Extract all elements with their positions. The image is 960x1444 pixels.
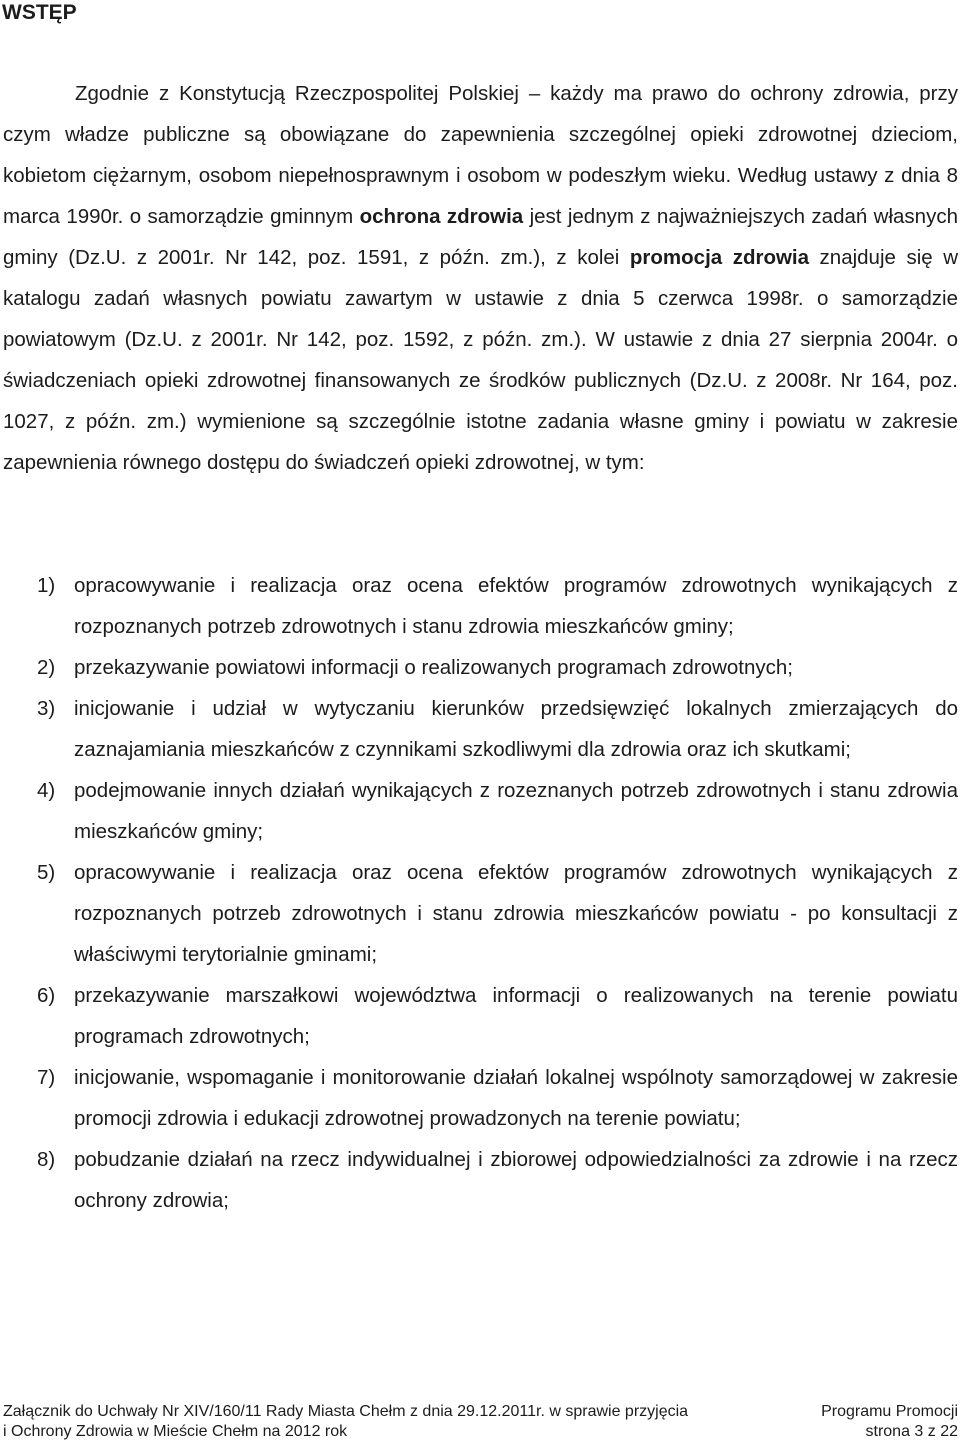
list-item	[0, 1139, 958, 1221]
page-number: strona 3 z 22	[865, 1423, 958, 1440]
list-item-text: opracowywanie i realizacja oraz ocena efektów programów zdrowotnych wynikających z rozpoznanych potrzeb zdrowotnych i stanu zdrowia mieszkańców powiatu - po konsultacji z właściwymi terytorialnie gminami;	[74, 861, 958, 966]
page-footer	[3, 1402, 958, 1442]
list-item-text: inicjowanie i udział w wytyczaniu kierunków przedsięwzięć lokalnych zmierzających do zaznajamiania mieszkańców z czynnikami szkodliwymi dla zdrowia oraz ich skutkami;	[74, 697, 958, 761]
list-item-number: 8)	[37, 1148, 56, 1171]
list-item-number: 7)	[37, 1066, 56, 1089]
section-heading: WSTĘP	[2, 1, 77, 24]
footer-program-title-start: Programu Promocji	[821, 1403, 958, 1420]
intro-bold-ochrona-zdrowia: ochrona zdrowia	[359, 205, 524, 228]
intro-paragraph	[3, 73, 958, 483]
list-item-number: 4)	[37, 779, 56, 802]
list-item-text: pobudzanie działań na rzecz indywidualnej i zbiorowej odpowiedzialności za zdrowie i na rzecz ochrony zdrowia;	[74, 1148, 958, 1212]
list-item	[0, 770, 958, 852]
list-item-number: 1)	[37, 574, 56, 597]
list-item-text: inicjowanie, wspomaganie i monitorowanie działań lokalnej wspólnoty samorządowej w zakresie promocji zdrowia i edukacji zdrowotnej prowadzonych na terenie powiatu;	[74, 1066, 958, 1130]
intro-bold-promocja-zdrowia: promocja zdrowia	[629, 246, 810, 269]
list-item-text: opracowywanie i realizacja oraz ocena efektów programów zdrowotnych wynikających z rozpoznanych potrzeb zdrowotnych i stanu zdrowia mieszkańców gminy;	[74, 574, 958, 638]
footer-line-2	[3, 1422, 958, 1442]
list-item	[0, 1057, 958, 1139]
list-item-number: 2)	[37, 656, 56, 679]
intro-text-part-2: jest jednym z najważniejszych zadań własnych gminy (Dz.U. z 2001r. Nr 142, poz. 1591, z późn. zm.), z kolei	[3, 205, 958, 269]
list-item-number: 5)	[37, 861, 56, 884]
list-item-number: 6)	[37, 984, 56, 1007]
intro-text-part-1: Zgodnie z Konstytucją Rzeczpospolitej Polskiej – każdy ma prawo do ochrony zdrowia, przy czym władze publiczne są obowiązane do zapewnienia szczególnej opieki zdrowotnej dzieciom, kobietom ciężarnym, osobom niepełnosprawnym i osobom w podeszłym wieku. Według ustawy z dnia 8 marca 1990r. o samorządzie gminnym	[3, 82, 958, 228]
list-item	[0, 647, 958, 688]
list-item	[0, 975, 958, 1057]
list-item-number: 3)	[37, 697, 56, 720]
footer-attachment-text: Załącznik do Uchwały Nr XIV/160/11 Rady Miasta Chełm z dnia 29.12.2011r. w sprawie przyjęcia	[3, 1403, 689, 1420]
list-item-text: przekazywanie powiatowi informacji o realizowanych programach zdrowotnych;	[74, 656, 793, 679]
list-item	[0, 565, 958, 647]
list-item-text: przekazywanie marszałkowi województwa informacji o realizowanych na terenie powiatu programach zdrowotnych;	[74, 984, 958, 1048]
list-item	[0, 852, 958, 975]
footer-program-title-end: i Ochrony Zdrowia w Mieście Chełm na 2012 rok	[3, 1423, 348, 1440]
footer-line-1	[3, 1402, 958, 1422]
list-item	[0, 688, 958, 770]
intro-text-part-3: znajduje się w katalogu zadań własnych powiatu zawartym w ustawie z dnia 5 czerwca 1998r. o samorządzie powiatowym (Dz.U. z 2001r. Nr 142, poz. 1592, z późn. zm.). W ustawie z dnia 27 sierpnia 2004r. o świadczeniach opieki zdrowotnej finansowanych ze środków publicznych (Dz.U. z 2008r. Nr 164, poz. 1027, z późn. zm.) wymienione są szczególnie istotne zadania własne gminy i powiatu w zakresie zapewnienia równego dostępu do świadczeń opieki zdrowotnej, w tym:	[3, 246, 958, 474]
tasks-list	[0, 565, 958, 1221]
list-item-text: podejmowanie innych działań wynikających z rozeznanych potrzeb zdrowotnych i stanu zdrowia mieszkańców gminy;	[74, 779, 958, 843]
